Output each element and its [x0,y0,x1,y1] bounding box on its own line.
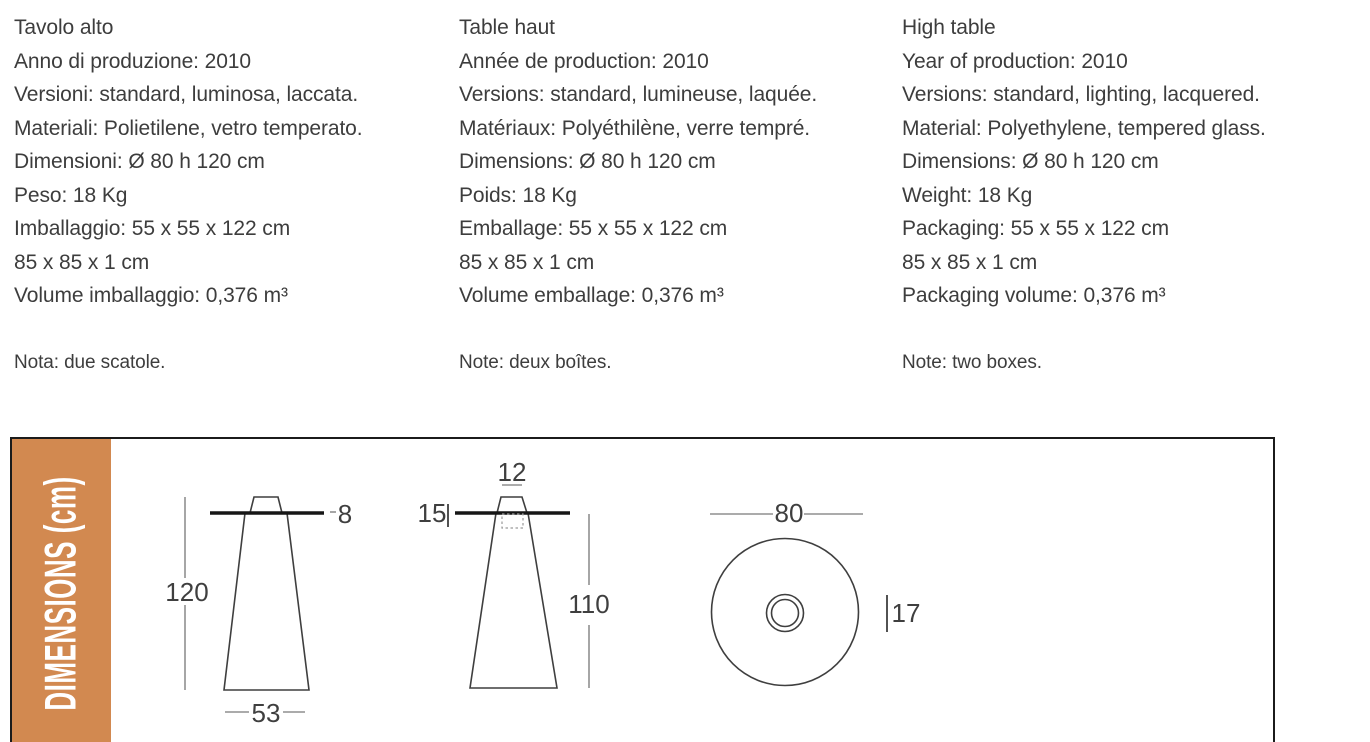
side-view-drawing [418,457,610,688]
spec-line: Dimensions: Ø 80 h 120 cm [902,150,1159,173]
spec-line: Anno di produzione: 2010 [14,49,251,73]
table-cone-outline [470,513,557,688]
spec-line: Peso: 18 Kg [14,183,128,207]
product-title: Table haut [459,16,555,39]
spec-line: Year of production: 2010 [902,49,1128,73]
spec-line: Material: Polyethylene, tempered glass. [902,116,1266,140]
dimensions-panel [10,437,1275,742]
spec-line: Emballage: 55 x 55 x 122 cm [459,217,728,240]
table-cap-outline [250,497,282,513]
spec-column-english [902,11,1342,380]
spacer [14,313,454,347]
spec-line: 85 x 85 x 1 cm [902,250,1038,274]
spec-line: Materiali: Polietilene, vetro temperato. [14,116,363,140]
note-line: Note: two boxes. [902,352,1042,373]
cap-width-12-label: 12 [497,457,527,487]
note-line: Nota: due scatole. [14,352,166,373]
base-width-53-label: 53 [251,698,281,728]
table-cone-outline [224,513,309,690]
spec-line: Imballaggio: 55 x 55 x 122 cm [14,217,291,240]
spec-line: Weight: 18 Kg [902,183,1033,207]
spec-line: Dimensions: Ø 80 h 120 cm [459,150,716,173]
spec-line: Volume emballage: 0,376 m³ [459,284,724,307]
height-120-label: 120 [165,577,209,607]
product-title: Tavolo alto [14,16,114,39]
spec-line: Packaging: 55 x 55 x 122 cm [902,217,1169,240]
spec-line: Année de production: 2010 [459,49,709,73]
product-title: High table [902,16,996,39]
thickness-8-label: 8 [337,499,353,529]
spec-line: Dimensioni: Ø 80 h 120 cm [14,150,265,173]
spec-line: 85 x 85 x 1 cm [459,250,595,274]
top-view-drawing [710,498,920,686]
spec-line: Versions: standard, lighting, lacquered. [902,83,1260,106]
dimensions-label: DIMENSIONS (cm) [35,475,87,711]
technical-drawings [111,439,1274,742]
spec-line: 85 x 85 x 1 cm [14,250,150,274]
spec-line: Matériaux: Polyéthilène, verre tempré. [459,116,811,140]
spec-line: Poids: 18 Kg [459,183,577,207]
table-top-circle [712,539,859,686]
spec-column-italian [14,11,454,380]
hub-inner-ring [772,600,799,627]
spacer [459,313,899,347]
body-height-110-label: 110 [568,589,610,619]
spec-line: Packaging volume: 0,376 m³ [902,284,1166,307]
front-view-drawing [165,497,352,728]
dimensions-accent-band [12,439,111,742]
spec-line: Versioni: standard, luminosa, laccata. [14,83,359,106]
hub-height-17-label: 17 [891,598,921,628]
diameter-80-label: 80 [774,498,804,528]
cap-height-15-label: 15 [417,498,447,528]
spec-column-french [459,11,899,380]
note-line: Note: deux boîtes. [459,352,612,373]
table-cap-outline [497,497,527,513]
spacer [902,313,1342,347]
spec-line: Versions: standard, lumineuse, laquée. [459,83,818,106]
spec-line: Volume imballaggio: 0,376 m³ [14,284,288,307]
